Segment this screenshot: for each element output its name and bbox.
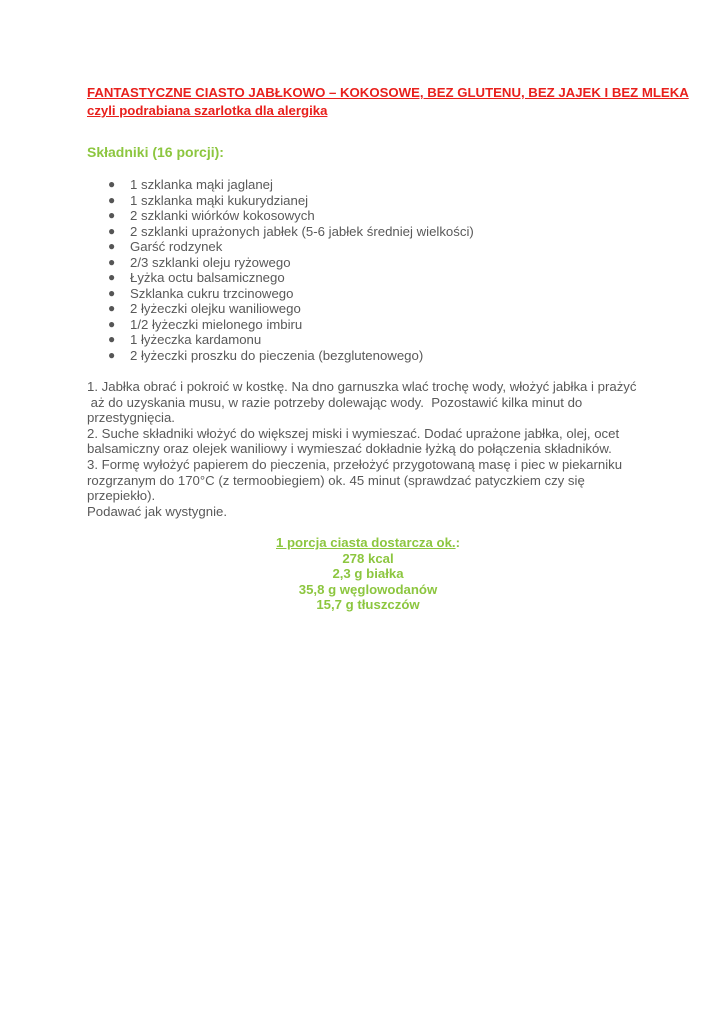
list-item: ● 1/2 łyżeczki mielonego imbiru [108,316,303,332]
list-item: ● 1 szklanka mąki kukurydzianej [108,192,309,208]
instruction-line: balsamiczny oraz olejek waniliowy i wymieszać dokładnie łyżką do połączenia składników. [87,441,612,457]
document-page [87,84,689,613]
instruction-line: rozgrzanym do 170°C (z termoobiegiem) ok. 45 minut (sprawdzać patyczkiem czy się przepiekło). [87,472,585,504]
instruction-line: 2. Suche składniki włożyć do większej miski i wymieszać. Dodać uprażone jabłka, olej, ocet [87,425,620,441]
bullet-icon: ● [108,301,116,315]
nutrition-carbs: 35,8 g węglowodanów [298,581,438,597]
bullet-icon: ● [108,223,116,238]
nutrition-kcal: 278 kcal [342,550,394,566]
instruction-line: 3. Formę wyłożyć papierem do pieczenia, przełożyć przygotowaną masę i piec w piekarniku [87,456,623,472]
list-item: ● 2/3 szklanki oleju ryżowego [108,254,291,270]
recipe-title-line-2: czyli podrabiana szarlotka dla alergika [87,103,328,118]
nutrition-protein: 2,3 g białka [332,566,404,582]
instruction-line: 1. Jabłka obrać i pokroić w kostkę. Na dno garnuszka wlać trochę wody, włożyć jabłka i prażyć [87,379,637,394]
bullet-icon: ● [108,332,116,346]
list-item: ● Garść rodzynek [108,239,223,254]
bullet-icon: ● [108,347,116,362]
ingredients-heading: Składniki (16 porcji): [87,144,224,160]
ingredients-list [87,177,647,363]
bullet-icon: ● [108,285,116,300]
bullet-icon: ● [108,177,116,191]
bullet-icon: ● [108,192,116,207]
nutrition-summary [87,535,649,613]
recipe-title-line-1: FANTASTYCZNE CIASTO JABŁKOWO – KOKOSOWE, BEZ GLUTENU, BEZ JAJEK I BEZ MLEKA [87,85,689,100]
instructions [87,379,647,519]
bullet-icon: ● [108,316,116,331]
instruction-line: aż do uzyskania musu, w razie potrzeby dolewając wody. Pozostawić kilka minut do [87,394,583,410]
nutrition-heading: 1 porcja ciasta dostarcza ok.: [276,535,460,551]
list-item: ● 1 łyżeczka kardamonu [108,332,262,347]
bullet-icon: ● [108,208,116,222]
instruction-line: Podawać jak wystygnie. [87,503,228,519]
bullet-icon: ● [108,254,116,269]
list-item: ● Łyżka octu balsamicznego [108,270,285,285]
list-item: ● 2 łyżeczki olejku waniliowego [108,301,301,316]
list-item: ● Szklanka cukru trzcinowego [108,285,294,301]
list-item: ● 1 szklanka mąki jaglanej [108,177,273,192]
nutrition-fat: 15,7 g tłuszczów [316,597,420,613]
bullet-icon: ● [108,270,116,284]
bullet-icon: ● [108,239,116,253]
list-item: ● 2 szklanki uprażonych jabłek (5-6 jabłek średniej wielkości) [108,223,474,239]
list-item: ● 2 łyżeczki proszku do pieczenia (bezglutenowego) [108,347,424,363]
list-item: ● 2 szklanki wiórków kokosowych [108,208,315,223]
instruction-line: przestygnięcia. [87,410,175,426]
